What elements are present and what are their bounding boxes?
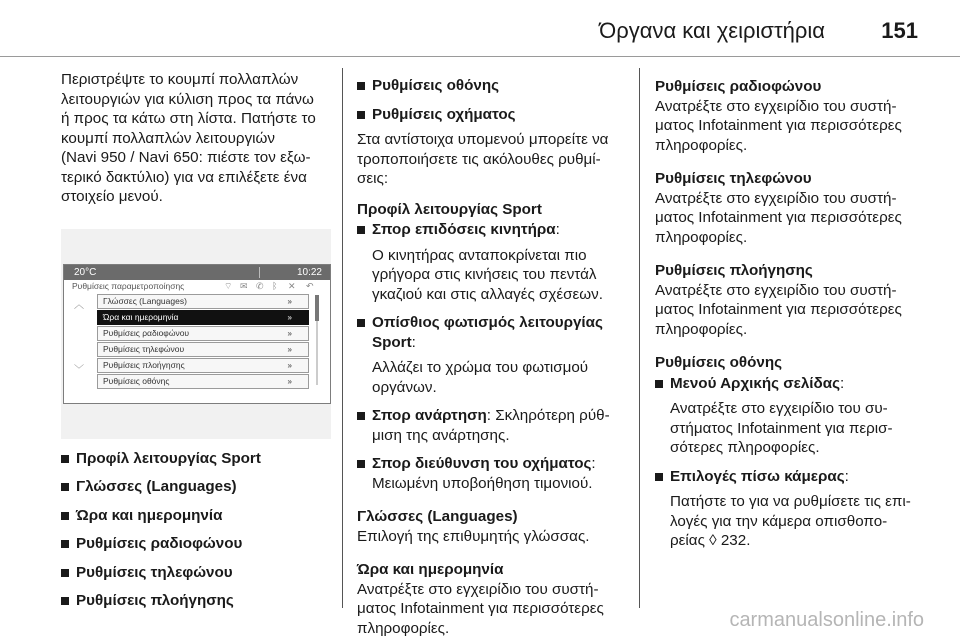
bullet-icon	[357, 226, 365, 234]
page-reference[interactable]: 232	[720, 532, 747, 549]
column-3	[655, 70, 927, 551]
status-divider	[259, 267, 260, 278]
menu-item-phone[interactable]: Ρυθμίσεις τηλεφώνου »	[97, 342, 309, 357]
menu-item-time-date[interactable]: Ώρα και ημερομηνία »	[97, 310, 309, 325]
bullet-icon	[61, 483, 69, 491]
list-item: Επιλογές πίσω κάμερας:	[655, 467, 927, 487]
page-number: 151	[881, 18, 918, 43]
list-item: Οπίσθιος φωτισμός λειτουργίας Sport:	[357, 313, 629, 352]
status-bar	[64, 265, 330, 280]
list-item: Ρυθμίσεις ραδιοφώνου	[61, 534, 331, 554]
phone-icon: ✆	[256, 280, 264, 291]
section-heading-sport: Προφίλ λειτουργίας Sport	[357, 200, 542, 218]
section-text: Ανατρέξτε στο εγχειρίδιο του συστή- ματος Infotainment για περισσότερες πληροφορίες.	[655, 281, 902, 338]
chevron-right-icon: »	[287, 328, 292, 338]
bullet-icon	[61, 597, 69, 605]
signal-icon: ⌔	[224, 280, 233, 291]
section-heading-time-date: Ώρα και ημερομηνία	[357, 561, 504, 578]
bullet-icon	[61, 455, 69, 463]
list-item: Μενού Αρχικής σελίδας:	[655, 374, 927, 394]
list-item: Ρυθμίσεις οχήματος	[357, 105, 629, 125]
list-item: Προφίλ λειτουργίας Sport	[61, 449, 331, 469]
bullet-icon	[655, 473, 663, 481]
menu-title: Ρυθμίσεις παραμετροποίησης	[72, 280, 185, 291]
bullet-icon	[61, 569, 69, 577]
section-heading-languages: Γλώσσες (Languages)	[357, 508, 518, 525]
infotainment-screen	[63, 264, 331, 404]
bullet-icon	[357, 111, 365, 119]
bullet-icon	[655, 380, 663, 388]
column-2	[357, 70, 629, 638]
page-header	[0, 0, 960, 57]
column-divider	[639, 68, 640, 608]
list-item: Ρυθμίσεις οθόνης	[357, 76, 629, 96]
chevron-right-icon: »	[287, 360, 292, 370]
bullet-icon	[357, 460, 365, 468]
back-icon[interactable]: ↶	[306, 280, 314, 291]
section-text: Επιλογή της επιθυμητής γλώσσας.	[357, 527, 590, 545]
bullet-icon	[357, 319, 365, 327]
infotainment-screenshot	[61, 229, 331, 439]
column-divider	[342, 68, 343, 608]
bullet-icon	[357, 82, 365, 90]
menu-item-radio[interactable]: Ρυθμίσεις ραδιοφώνου »	[97, 326, 309, 341]
watermark: carmanualsonline.info	[729, 609, 924, 631]
section-heading-radio: Ρυθμίσεις ραδιοφώνου	[655, 78, 822, 95]
bullet-icon	[61, 512, 69, 520]
menu-item-languages[interactable]: Γλώσσες (Languages) »	[97, 294, 309, 309]
section-text: Ανατρέξτε στο εγχειρίδιο του συστή- ματος Infotainment για περισσότερες πληροφορίες.	[655, 97, 902, 154]
menu-item-navigation[interactable]: Ρυθμίσεις πλοήγησης »	[97, 358, 309, 373]
bullet-list	[61, 449, 331, 611]
list-item: Ρυθμίσεις πλοήγησης	[61, 591, 331, 611]
section-heading-navigation: Ρυθμίσεις πλοήγησης	[655, 262, 813, 279]
bullet-icon	[61, 540, 69, 548]
item-description: Πατήστε το για να ρυθμίσετε τις επι- λογές για την κάμερα οπισθοπο- ρείας ◊ 232.	[670, 493, 911, 549]
submenu-intro: Στα αντίστοιχα υπομενού μπορείτε να τροποποιήσετε τις ακόλουθες ρυθμί- σεις:	[357, 131, 609, 187]
item-description: Αλλάζει το χρώμα του φωτισμού οργάνων.	[372, 359, 589, 396]
scroll-up-icon[interactable]: ︿	[74, 299, 84, 311]
list-item: Ρυθμίσεις τηλεφώνου	[61, 563, 331, 583]
item-description: Ο κινητήρας ανταποκρίνεται πιο γρήγορα στις κινήσεις του πεντάλ γκαζιού και στις αλλαγές σχέσεων.	[372, 246, 603, 303]
list-item: Ώρα και ημερομηνία	[61, 506, 331, 526]
temperature: 20°C	[74, 266, 97, 278]
clock: 10:22	[296, 266, 322, 278]
message-icon: ✉	[240, 280, 248, 291]
section-heading-display: Ρυθμίσεις οθόνης	[655, 354, 783, 371]
bluetooth-icon: ᛒ	[272, 280, 278, 291]
header-divider	[0, 56, 960, 57]
list-item: Σπορ επιδόσεις κινητήρα:	[357, 220, 629, 240]
list-item: Γλώσσες (Languages)	[61, 477, 331, 497]
section-text: Ανατρέξτε στο εγχειρίδιο του συστή- ματος Infotainment για περισσότερες πληροφορίες.	[655, 189, 902, 246]
menu-list	[97, 294, 309, 390]
section-heading-phone: Ρυθμίσεις τηλεφώνου	[655, 170, 812, 187]
section-text: Ανατρέξτε στο εγχειρίδιο του συστή- ματος Infotainment για περισσότερες πληροφορίες.	[357, 580, 604, 637]
list-item: Σπορ διεύθυνση του οχήματος: Μειωμένη υποβοήθηση τιμονιού.	[357, 454, 629, 493]
chevron-right-icon: »	[287, 296, 292, 306]
intro-text: Περιστρέψτε το κουμπί πολλαπλών λειτουργιών για κύλιση προς τα πάνω ή προς τα κάτω στη λίστα. Πατήστε το κουμπί πολλαπλών λειτουργιών (Navi 950 / Navi 650: πιέστε τον εξω- τερικό δακτύλιο) για να επιλέξετε ένα στοιχείο μενού.	[61, 71, 316, 205]
chevron-right-icon: »	[287, 376, 292, 386]
column-1	[61, 70, 331, 611]
menu-item-display[interactable]: Ρυθμίσεις οθόνης »	[97, 374, 309, 389]
chevron-right-icon: »	[287, 312, 292, 322]
scroll-down-icon[interactable]: ﹀	[74, 364, 84, 376]
scrollbar-thumb[interactable]	[315, 295, 319, 321]
list-item: Σπορ ανάρτηση: Σκληρότερη ρύθ- μιση της ανάρτησης.	[357, 406, 629, 445]
page-reference-icon: ◊	[709, 532, 717, 549]
item-description: Ανατρέξτε στο εγχειρίδιο του συ- στήματος Infotainment για περισ- σότερες πληροφορίες.	[670, 400, 893, 456]
bullet-icon	[357, 412, 365, 420]
mute-icon: ✕	[288, 280, 296, 291]
chevron-right-icon: »	[287, 344, 292, 354]
menu-title-bar	[64, 280, 330, 292]
chapter-title: Όργανα και χειριστήρια	[599, 18, 825, 43]
